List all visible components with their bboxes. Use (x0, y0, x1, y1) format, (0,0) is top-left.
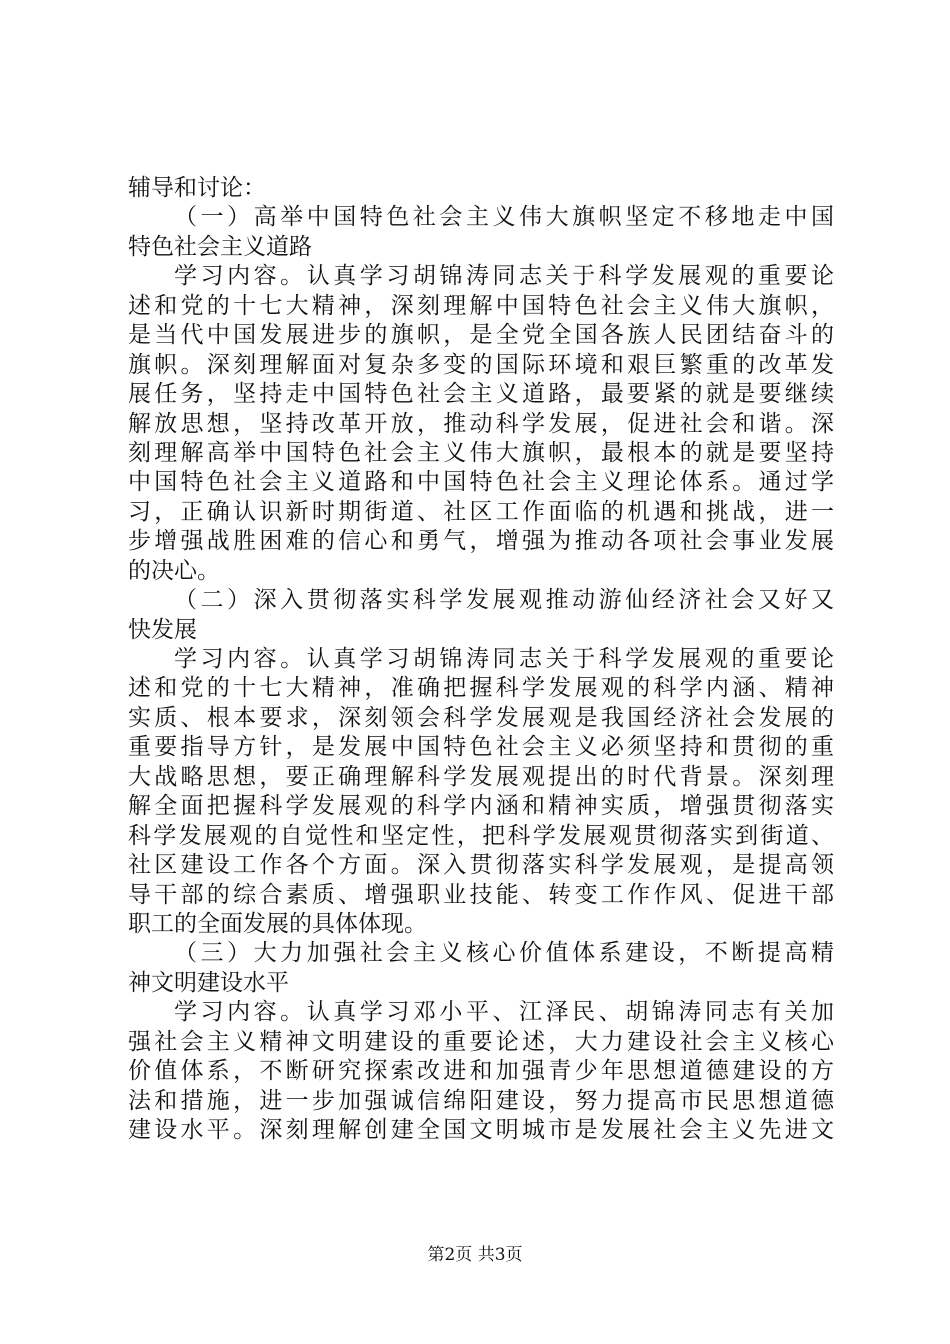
text-line: 旗帜。深刻理解面对复杂多变的国际环境和艰巨繁重的改革发 (128, 351, 834, 378)
text-line: 职工的全面发展的具体体现。 (128, 910, 427, 937)
page-number-label: 第2页 共3页 (427, 1245, 523, 1265)
paragraph (128, 645, 834, 939)
text-line: 快发展 (128, 616, 197, 643)
text-line: 法和措施，进一步加强诚信绵阳建设，努力提高市民思想道德 (128, 1087, 834, 1114)
text-line: 强社会主义精神文明建设的重要论述，大力建设社会主义核心 (128, 1028, 834, 1055)
page-footer (0, 1244, 950, 1266)
text-line: 学习内容。认真学习胡锦涛同志关于科学发展观的重要论 (174, 646, 834, 672)
text-line: 习，正确认识新时期街道、社区工作面临的机遇和挑战，进一 (128, 498, 834, 525)
text-line: （一）高举中国特色社会主义伟大旗帜坚定不移地走中国 (174, 204, 834, 231)
text-line: （二）深入贯彻落实科学发展观推动游仙经济社会又好又 (174, 587, 834, 614)
text-line: 的决心。 (128, 557, 220, 584)
text-line: 神文明建设水平 (128, 969, 289, 996)
paragraph (128, 939, 834, 998)
text-line: 建设水平。深刻理解创建全国文明城市是发展社会主义先进文 (128, 1117, 834, 1143)
text-line: 重要指导方针，是发展中国特色社会主义必须坚持和贯彻的重 (128, 734, 834, 761)
text-line: 实质、根本要求，深刻领会科学发展观是我国经济社会发展的 (128, 704, 834, 731)
text-line: 学习内容。认真学习邓小平、江泽民、胡锦涛同志有关加 (174, 999, 834, 1026)
paragraph (128, 998, 834, 1145)
text-line: 学习内容。认真学习胡锦涛同志关于科学发展观的重要论 (174, 263, 834, 290)
paragraph (128, 262, 834, 586)
text-line: 述和党的十七大精神，深刻理解中国特色社会主义伟大旗帜， (128, 292, 834, 319)
text-line: 价值体系，不断研究探索改进和加强青少年思想道德建设的方 (128, 1058, 834, 1085)
paragraph (128, 174, 834, 203)
paragraph (128, 586, 834, 645)
text-line: 科学发展观的自觉性和坚定性，把科学发展观贯彻落实到街道、 (128, 822, 834, 849)
text-line: 特色社会主义道路 (128, 233, 312, 260)
text-line: 社区建设工作各个方面。深入贯彻落实科学发展观，是提高领 (128, 852, 834, 879)
text-line: （三）大力加强社会主义核心价值体系建设，不断提高精 (174, 940, 834, 967)
document-body (128, 174, 834, 1145)
text-line: 展任务，坚持走中国特色社会主义道路，最要紧的就是要继续 (128, 381, 834, 408)
paragraph (128, 203, 834, 262)
text-line: 是当代中国发展进步的旗帜，是全党全国各族人民团结奋斗的 (128, 322, 834, 349)
text-line: 解放思想，坚持改革开放，推动科学发展，促进社会和谐。深 (128, 410, 834, 437)
text-line: 导干部的综合素质、增强职业技能、转变工作作风、促进干部 (128, 881, 834, 908)
text-line: 刻理解高举中国特色社会主义伟大旗帜，最根本的就是要坚持 (128, 439, 834, 466)
text-line: 述和党的十七大精神，准确把握科学发展观的科学内涵、精神 (128, 675, 834, 702)
text-line: 大战略思想，要正确理解科学发展观提出的时代背景。深刻理 (128, 763, 834, 790)
text-line: 中国特色社会主义道路和中国特色社会主义理论体系。通过学 (128, 469, 834, 496)
text-line: 步增强战胜困难的信心和勇气，增强为推动各项社会事业发展 (128, 528, 834, 555)
text-line: 解全面把握科学发展观的科学内涵和精神实质，增强贯彻落实 (128, 793, 834, 820)
text-line: 辅导和讨论： (128, 175, 266, 201)
